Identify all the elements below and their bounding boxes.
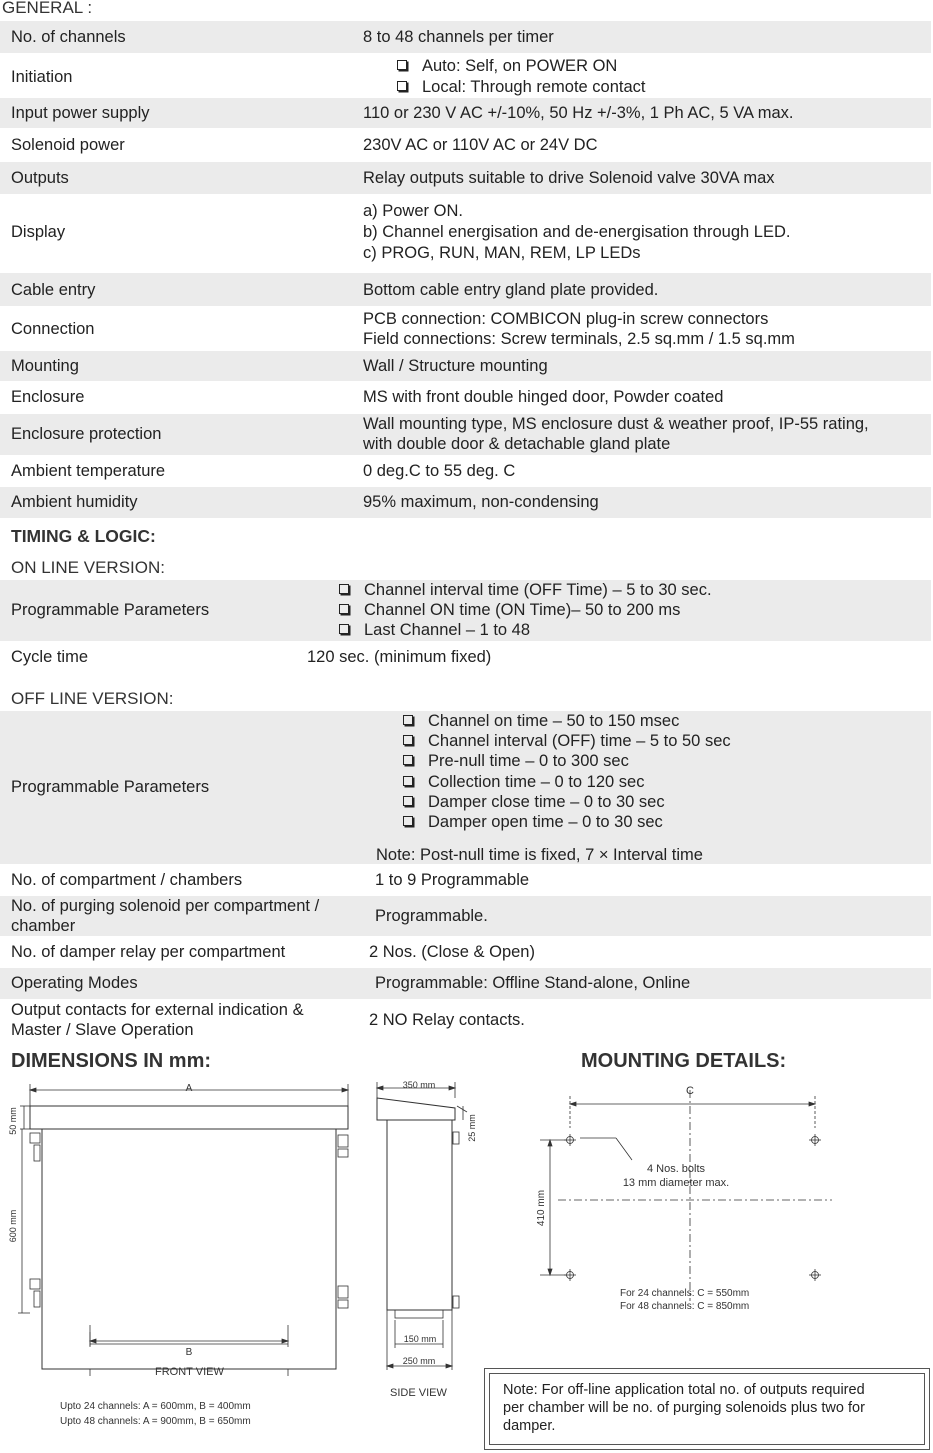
row-label: Operating Modes (11, 974, 138, 992)
list-item: Local: Through remote contact (397, 77, 646, 98)
row-value: a) Power ON. (363, 202, 463, 220)
row-value: 2 NO Relay contacts. (369, 1011, 525, 1029)
list-item: Channel on time – 50 to 150 msec (403, 711, 679, 732)
dim-150-label: 150 mm (403, 1334, 437, 1344)
front-note: Upto 48 channels: A = 900mm, B = 650mm (60, 1416, 251, 1427)
row-value: c) PROG, RUN, MAN, REM, LP LEDs (363, 244, 641, 262)
row-value: 230V AC or 110V AC or 24V DC (363, 136, 598, 154)
row-label: No. of compartment / chambers (11, 871, 243, 889)
mount-note: For 24 channels: C = 550mm (620, 1288, 750, 1299)
table-row (0, 351, 931, 381)
checkbox-bullet-icon (403, 715, 413, 725)
dim-a-label: A (185, 1083, 193, 1094)
table-row (0, 1000, 931, 1041)
checkbox-bullet-icon (403, 735, 413, 745)
row-label: Ambient humidity (11, 493, 138, 511)
checkbox-bullet-icon (403, 796, 413, 806)
list-item: Channel ON time (ON Time)– 50 to 200 ms (339, 600, 680, 621)
offline-title: OFF LINE VERSION: (11, 689, 174, 708)
table-row (0, 414, 931, 455)
list-item: Damper close time – 0 to 30 sec (403, 792, 665, 813)
table-row (0, 197, 931, 267)
general-title: GENERAL : (2, 0, 93, 17)
online-title: ON LINE VERSION: (11, 558, 165, 577)
front-view-caption: FRONT VIEW (155, 1366, 224, 1378)
row-label: Programmable Parameters (11, 601, 210, 619)
note-line: Note: For off-line application total no. of outputs required (503, 1382, 865, 1398)
row-value: 0 deg.C to 55 deg. C (363, 462, 516, 480)
table-row (0, 937, 931, 967)
list-item: Last Channel – 1 to 48 (339, 620, 530, 641)
row-value: 120 sec. (minimum fixed) (307, 648, 492, 666)
row-label: Outputs (11, 169, 69, 187)
side-view-drawing (365, 1076, 485, 1396)
row-value: with double door & detachable gland plate (363, 435, 671, 453)
offline-note: Note: Post-null time is fixed, 7 × Interval time (376, 846, 703, 864)
row-label: No. of damper relay per compartment (11, 943, 286, 961)
table-row (0, 21, 931, 53)
timing-title: TIMING & LOGIC: (11, 526, 156, 546)
row-label: Input power supply (11, 104, 150, 122)
row-label: Master / Slave Operation (11, 1021, 194, 1039)
row-value: Wall / Structure mounting (363, 357, 548, 375)
list-item: Channel interval time (OFF Time) – 5 to 30 sec. (339, 580, 712, 601)
row-value: Programmable. (375, 907, 488, 925)
list-item: Pre-null time – 0 to 300 sec (403, 751, 629, 772)
bolt-note: 4 Nos. bolts (646, 1163, 706, 1175)
table-row (0, 896, 931, 936)
row-label: No. of purging solenoid per compartment / (11, 897, 320, 915)
front-view-gland (0, 1325, 365, 1365)
row-label: Initiation (11, 68, 73, 86)
dim-b-label: B (185, 1347, 193, 1358)
row-label: Mounting (11, 357, 79, 375)
row-value: Relay outputs suitable to drive Solenoid valve 30VA max (363, 169, 775, 187)
note-line: damper. (503, 1418, 556, 1434)
row-label: No. of channels (11, 28, 126, 46)
table-row (0, 642, 931, 672)
row-value: PCB connection: COMBICON plug-in screw connectors (363, 310, 769, 328)
row-label: Programmable Parameters (11, 778, 210, 796)
mount-note: For 48 channels: C = 850mm (620, 1301, 750, 1312)
table-row (0, 580, 931, 641)
dim-50-label: 50 mm (8, 1107, 18, 1135)
row-value: MS with front double hinged door, Powder coated (363, 388, 724, 406)
note-box (484, 1368, 930, 1450)
dim-c-label: C (686, 1085, 694, 1097)
list-item: Collection time – 0 to 120 sec (403, 772, 644, 793)
checkbox-bullet-icon (397, 81, 407, 91)
dim-250-label: 250 mm (402, 1356, 436, 1366)
table-row (0, 487, 931, 518)
row-label: Enclosure protection (11, 425, 162, 443)
row-label: chamber (11, 917, 76, 935)
table-row (0, 711, 931, 864)
row-value: 110 or 230 V AC +/-10%, 50 Hz +/-3%, 1 Ph AC, 5 VA max. (363, 104, 794, 122)
checkbox-bullet-icon (339, 624, 349, 634)
table-row (0, 968, 931, 999)
dim-410-label: 410 mm (536, 1189, 547, 1227)
row-label: Output contacts for external indication & (11, 1001, 304, 1019)
row-value: 1 to 9 Programmable (375, 871, 530, 889)
row-value: 2 Nos. (Close & Open) (369, 943, 535, 961)
list-item: Damper open time – 0 to 30 sec (403, 812, 663, 833)
list-item: Channel interval (OFF) time – 5 to 50 sec (403, 731, 731, 752)
dim-600-label: 600 mm (8, 1209, 18, 1243)
row-value: Field connections: Screw terminals, 2.5 sq.mm / 1.5 sq.mm (363, 330, 795, 348)
row-value: 95% maximum, non-condensing (363, 493, 599, 511)
row-label: Cycle time (11, 648, 89, 666)
table-row (0, 308, 931, 350)
row-label: Ambient temperature (11, 462, 166, 480)
row-label: Solenoid power (11, 136, 125, 154)
table-row (0, 456, 931, 486)
row-label: Cable entry (11, 281, 96, 299)
row-value: Wall mounting type, MS enclosure dust & weather proof, IP-55 rating, (363, 415, 869, 433)
table-row (0, 162, 931, 194)
checkbox-bullet-icon (403, 816, 413, 826)
checkbox-bullet-icon (403, 755, 413, 765)
row-value: Bottom cable entry gland plate provided. (363, 281, 659, 299)
checkbox-bullet-icon (339, 584, 349, 594)
row-label: Display (11, 223, 66, 241)
row-value: 8 to 48 channels per timer (363, 28, 554, 46)
table-row (0, 130, 931, 160)
mounting-title: MOUNTING DETAILS: (581, 1050, 787, 1072)
table-row (0, 865, 931, 895)
mounting-drawing (520, 1076, 850, 1316)
dimensions-title: DIMENSIONS IN mm: (11, 1050, 212, 1072)
dim-350-label: 350 mm (402, 1080, 436, 1090)
row-value: b) Channel energisation and de-energisation through LED. (363, 223, 791, 241)
note-line: per chamber will be no. of purging solenoids plus two for (503, 1400, 865, 1416)
row-label: Connection (11, 320, 95, 338)
note-box-inner (489, 1373, 925, 1445)
checkbox-bullet-icon (397, 60, 407, 70)
table-row (0, 382, 931, 412)
table-row (0, 55, 931, 97)
checkbox-bullet-icon (403, 776, 413, 786)
table-row (0, 273, 931, 306)
bolt-note: 13 mm diameter max. (622, 1177, 730, 1189)
row-value: Programmable: Offline Stand-alone, Online (375, 974, 691, 992)
list-item: Auto: Self, on POWER ON (397, 56, 617, 77)
front-note: Upto 24 channels: A = 600mm, B = 400mm (60, 1401, 251, 1412)
row-label: Enclosure (11, 388, 85, 406)
dim-25-label: 25 mm (467, 1114, 477, 1142)
checkbox-bullet-icon (339, 604, 349, 614)
table-row (0, 98, 931, 128)
side-view-caption: SIDE VIEW (390, 1387, 447, 1399)
